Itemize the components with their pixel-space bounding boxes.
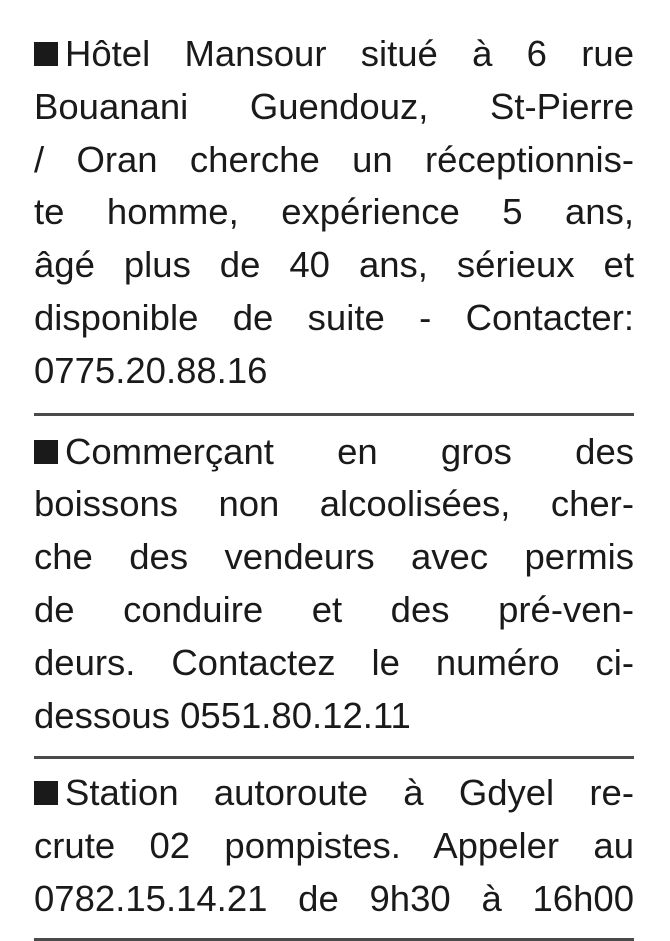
- ad-phone: 0782.15.14.21 de 9h30 à 16h00: [34, 877, 634, 919]
- square-bullet-icon: [34, 440, 58, 464]
- square-bullet-icon: [34, 42, 58, 66]
- ad-beverage-wholesaler: [34, 426, 634, 743]
- ad-text: Station autoroute à Gdyel re-: [65, 772, 634, 814]
- ad-line: boissons non alcoolisées, cher-: [34, 483, 634, 525]
- ad-divider: [34, 413, 634, 416]
- ad-hotel-mansour: [34, 28, 634, 398]
- ad-line: disponible de suite - Contacter:: [34, 296, 634, 338]
- ads-column: [34, 28, 634, 941]
- ad-text: Hôtel Mansour situé à 6 rue: [65, 33, 634, 74]
- ad-line: Bouanani Guendouz, St-Pierre: [34, 85, 634, 127]
- ad-line: de conduire et des pré-ven-: [34, 588, 634, 630]
- ad-line: / Oran cherche un réceptionnis-: [34, 138, 634, 180]
- ad-divider: [34, 756, 634, 759]
- ad-phone: dessous 0551.80.12.11: [34, 694, 411, 736]
- ad-text: Commerçant en gros des: [65, 430, 634, 472]
- ad-highway-station: [34, 767, 634, 925]
- ad-line: [34, 28, 634, 81]
- ad-line: che des vendeurs avec permis: [34, 536, 634, 578]
- ad-line: crute 02 pompistes. Appeler au: [34, 825, 634, 867]
- ad-line: âgé plus de 40 ans, sérieux et: [34, 244, 634, 286]
- ad-line: [34, 426, 634, 479]
- ad-phone: 0775.20.88.16: [34, 349, 268, 391]
- ad-line: [34, 767, 634, 820]
- ad-line: deurs. Contactez le numéro ci-: [34, 641, 634, 683]
- ad-line: te homme, expérience 5 ans,: [34, 191, 634, 233]
- ad-divider: [34, 938, 634, 941]
- square-bullet-icon: [34, 781, 58, 805]
